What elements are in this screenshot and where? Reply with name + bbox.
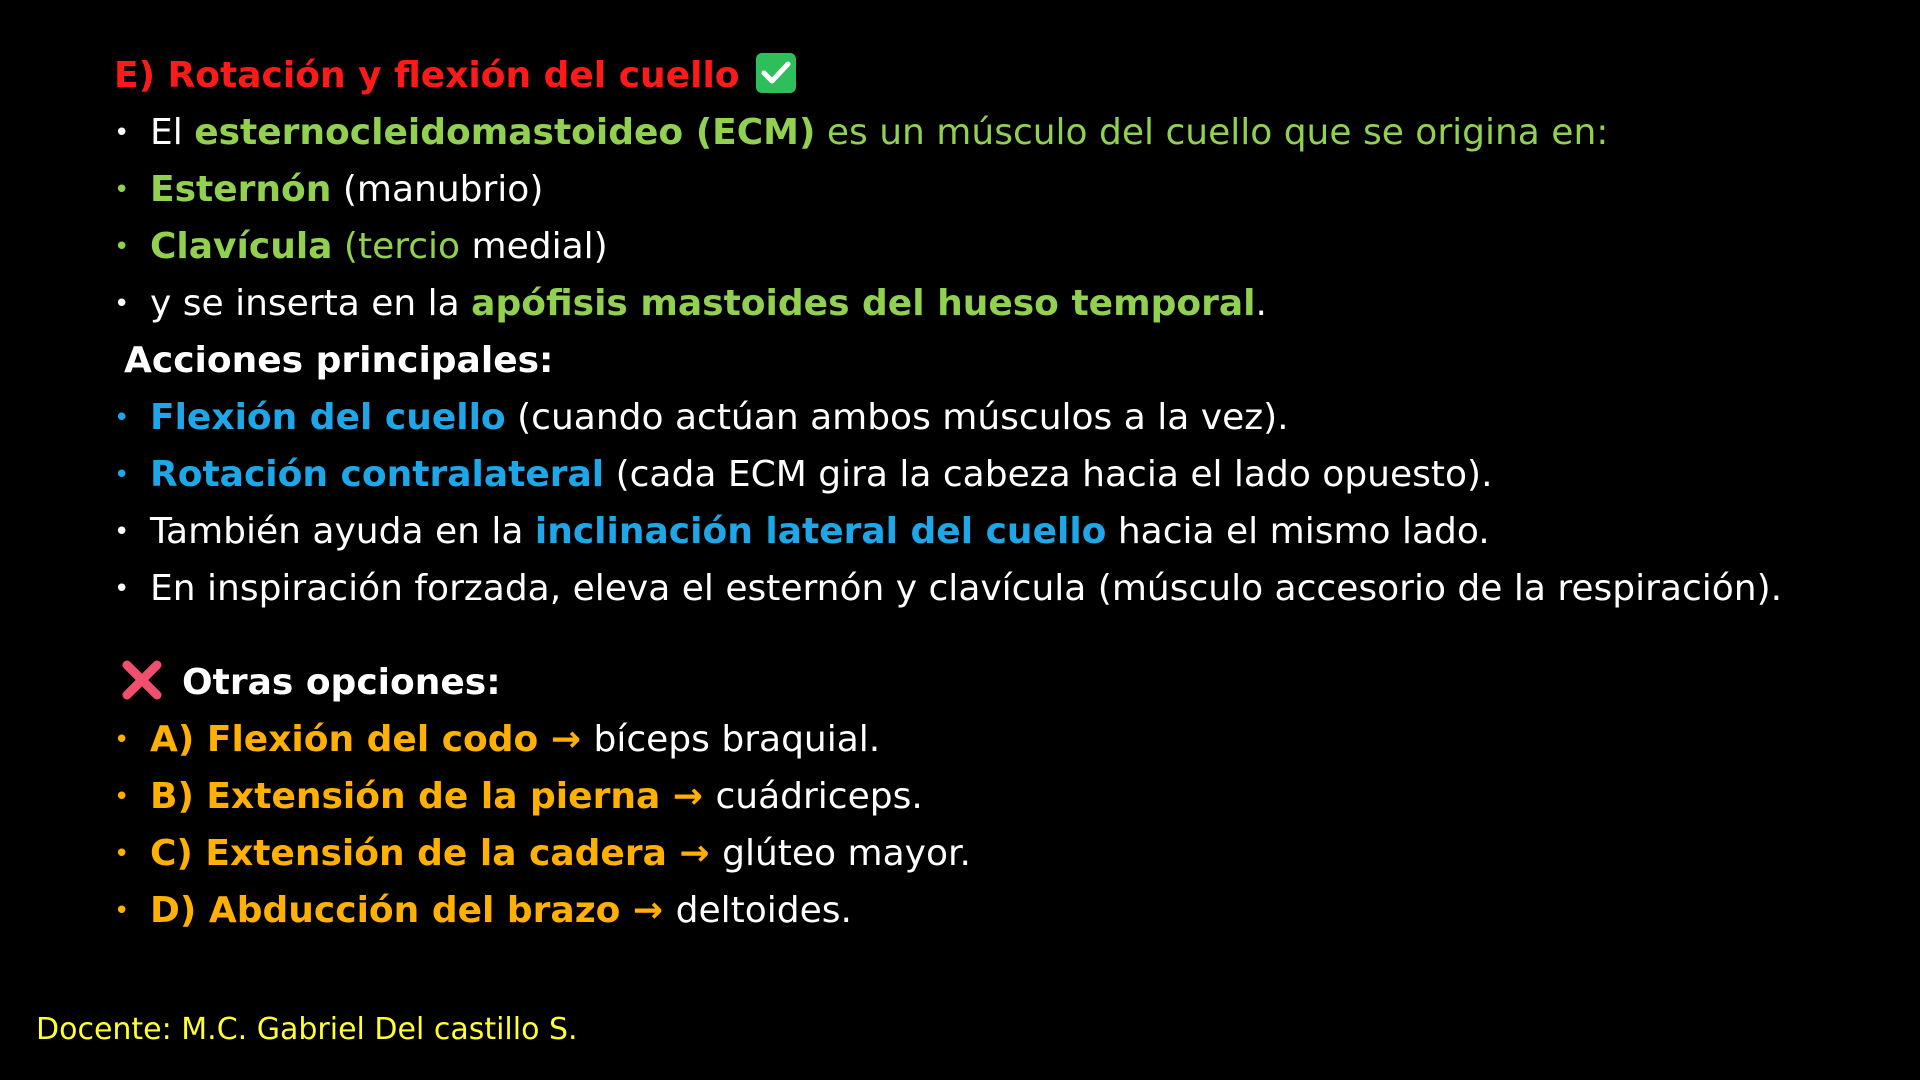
action-item-rotation <box>114 451 1493 499</box>
option-d-label: D) Abducción del brazo → <box>150 890 676 931</box>
section-title-text: E) Rotación y flexión del cuello <box>114 55 740 96</box>
cross-mark-icon <box>120 658 164 702</box>
option-item-b <box>114 773 923 821</box>
option-d-muscle: deltoides. <box>675 890 852 931</box>
origin-item-clavicle <box>114 223 608 271</box>
option-a-muscle: bíceps braquial. <box>593 719 881 760</box>
bullet: • <box>114 175 130 205</box>
section-title <box>114 52 796 100</box>
action-item-flexion <box>114 394 1289 442</box>
bullet: • <box>114 517 130 547</box>
intro-text-1: El <box>150 112 195 153</box>
action-3-pre: También ayuda en la <box>150 511 535 552</box>
bullet: • <box>114 118 130 148</box>
intro-muscle-name: esternocleidomastoideo (ECM) <box>194 112 816 153</box>
intro-line <box>114 109 1608 157</box>
intro-text-3: es un músculo del cuello que se origina en: <box>815 112 1609 153</box>
action-2-detail: (cada ECM gira la cabeza hacia el lado opuesto). <box>604 454 1493 495</box>
origin-item-sternum <box>114 166 543 214</box>
bullet: • <box>114 403 130 433</box>
option-a-label: A) Flexión del codo → <box>150 719 594 760</box>
bullet: • <box>114 289 130 319</box>
option-c-muscle: glúteo mayor. <box>722 833 971 874</box>
bullet: • <box>114 574 130 604</box>
bullet: • <box>114 232 130 262</box>
origin-1-detail: (manubrio) <box>331 169 544 210</box>
origin-2-name: Clavícula <box>150 226 333 267</box>
action-item-lateral-inclination <box>114 508 1490 556</box>
other-options-heading-text: Otras opciones: <box>182 662 501 703</box>
bullet: • <box>114 896 130 926</box>
origin-2-detail-b: medial) <box>460 226 608 267</box>
insertion-line <box>114 280 1267 328</box>
option-b-muscle: cuádriceps. <box>715 776 923 817</box>
option-item-c <box>114 830 971 878</box>
action-1-name: Flexión del cuello <box>150 397 506 438</box>
action-2-name: Rotación contralateral <box>150 454 605 495</box>
bullet: • <box>114 782 130 812</box>
action-4-text: En inspiración forzada, eleva el esternón y clavícula (músculo accesorio de la respiración). <box>150 568 1783 609</box>
other-options-heading <box>120 658 501 707</box>
option-c-label: C) Extensión de la cadera → <box>150 833 723 874</box>
action-3-detail: hacia el mismo lado. <box>1106 511 1490 552</box>
bullet: • <box>114 460 130 490</box>
insertion-text-3: . <box>1255 283 1267 324</box>
actions-heading-text: Acciones principales: <box>124 340 554 381</box>
action-item-forced-inspiration <box>114 565 1782 613</box>
check-mark-icon <box>756 53 796 93</box>
option-item-a <box>114 716 880 764</box>
origin-1-name: Esternón <box>150 169 332 210</box>
option-item-d <box>114 887 852 935</box>
insertion-text-1: y se inserta en la <box>150 283 472 324</box>
option-b-label: B) Extensión de la pierna → <box>150 776 716 817</box>
insertion-site: apófisis mastoides del hueso temporal <box>471 283 1256 324</box>
teacher-credit: Docente: M.C. Gabriel Del castillo S. <box>36 1012 578 1047</box>
bullet: • <box>114 839 130 869</box>
actions-heading <box>124 337 553 385</box>
origin-2-detail-a: (tercio <box>332 226 461 267</box>
action-3-name: inclinación lateral del cuello <box>534 511 1107 552</box>
action-1-detail: (cuando actúan ambos músculos a la vez). <box>505 397 1289 438</box>
bullet: • <box>114 725 130 755</box>
